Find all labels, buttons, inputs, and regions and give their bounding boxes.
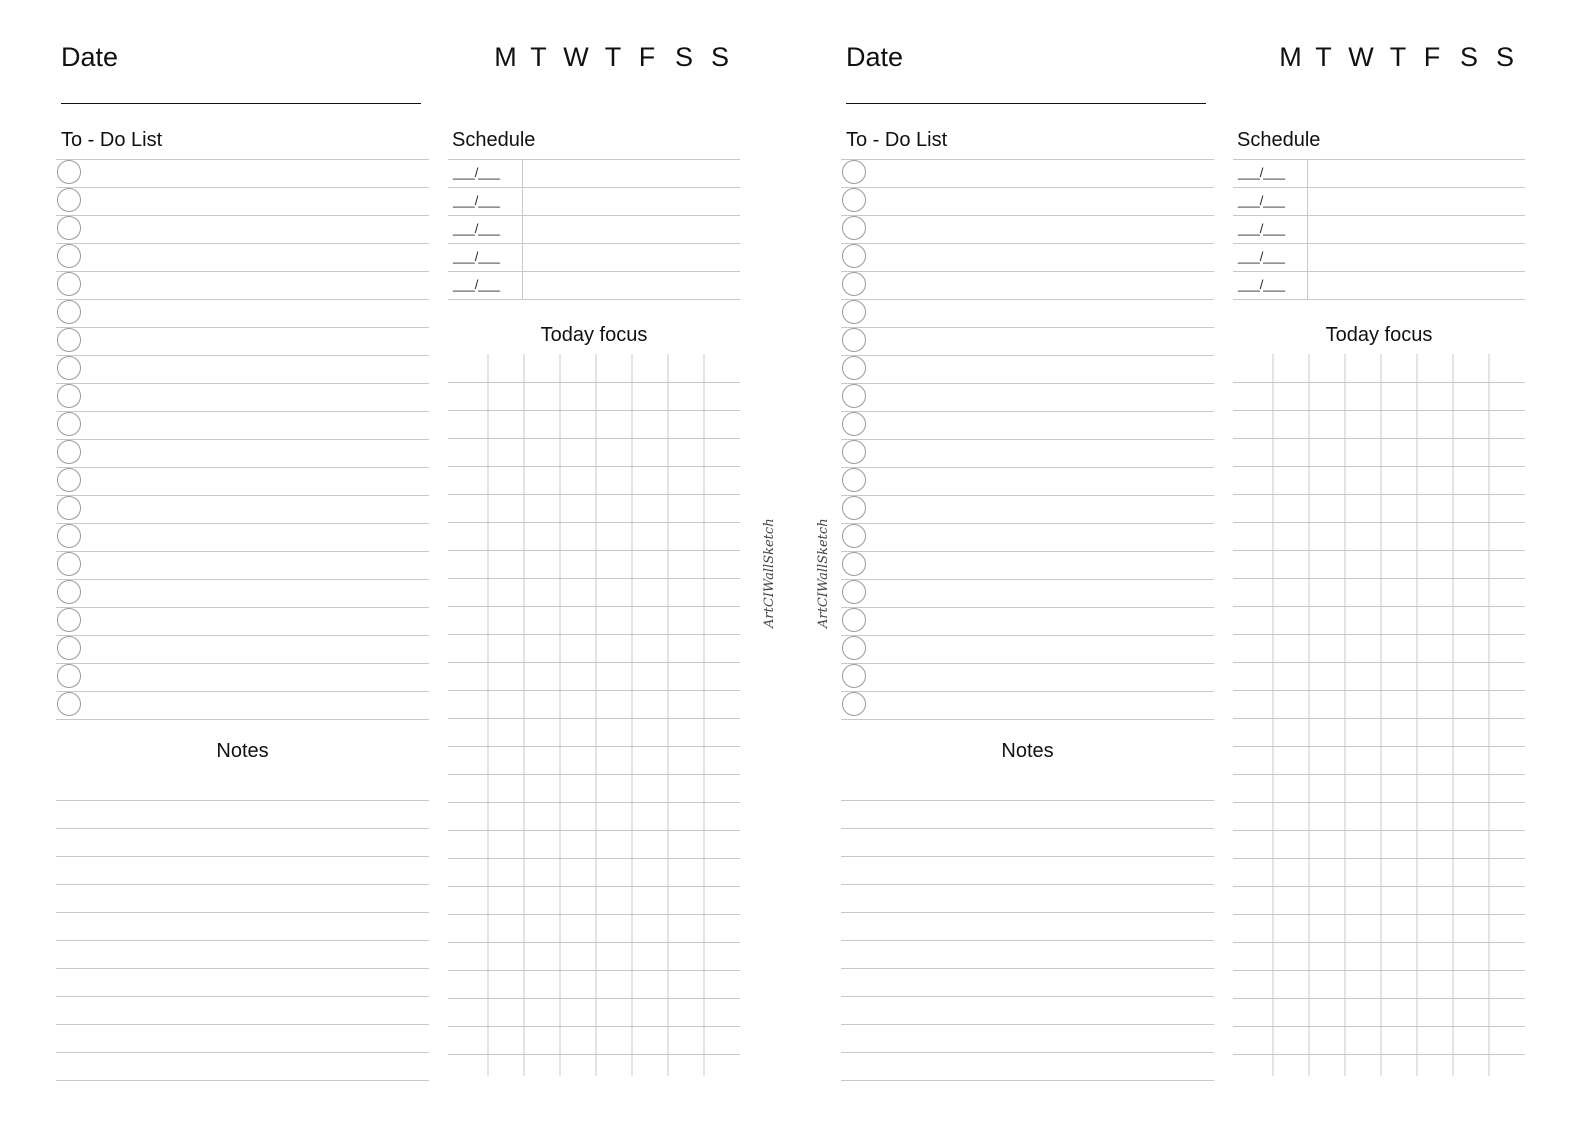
todo-checkbox[interactable] [842, 524, 866, 548]
todo-list-title: To - Do List [61, 129, 163, 151]
todo-row[interactable] [56, 523, 429, 552]
todo-checkbox[interactable] [842, 608, 866, 632]
todo-row[interactable] [56, 271, 429, 300]
today-focus-title: Today focus [540, 324, 648, 346]
weekday-mon[interactable]: M [494, 42, 517, 72]
schedule-row[interactable] [1233, 243, 1525, 272]
todo-row[interactable] [56, 383, 429, 412]
notes-line[interactable] [56, 772, 429, 801]
weekday-thu[interactable]: T [604, 42, 622, 72]
todo-checkbox[interactable] [57, 496, 81, 520]
notes-line[interactable] [56, 912, 429, 941]
todo-checkbox[interactable] [57, 160, 81, 184]
todo-row[interactable] [56, 663, 429, 692]
todo-row[interactable] [56, 495, 429, 524]
schedule-entry[interactable] [1307, 215, 1525, 243]
schedule-row[interactable] [448, 243, 740, 272]
todo-row[interactable] [841, 551, 1214, 580]
schedule-row[interactable] [448, 159, 740, 188]
todo-checkbox[interactable] [57, 608, 81, 632]
weekday-sun[interactable]: S [1495, 42, 1514, 72]
weekday-mon[interactable]: M [1279, 42, 1302, 72]
todo-checkbox[interactable] [842, 160, 866, 184]
notes-line[interactable] [56, 1052, 429, 1081]
notes-line[interactable] [841, 884, 1214, 913]
todo-row[interactable] [841, 635, 1214, 664]
todo-checkbox[interactable] [57, 272, 81, 296]
todo-checkbox[interactable] [842, 384, 866, 408]
notes-line[interactable] [56, 1024, 429, 1053]
schedule-entry[interactable] [522, 271, 740, 299]
todo-checkbox[interactable] [57, 692, 81, 716]
todo-row[interactable] [56, 467, 429, 496]
todo-row[interactable] [56, 439, 429, 468]
weekday-thu[interactable]: T [1389, 42, 1407, 72]
weekday-tue[interactable]: T [530, 42, 547, 72]
schedule-row[interactable] [1233, 271, 1525, 300]
notes-line[interactable] [841, 940, 1214, 969]
schedule-row[interactable] [448, 271, 740, 300]
todo-checkbox[interactable] [57, 412, 81, 436]
todo-checkbox[interactable] [57, 524, 81, 548]
focus-grid-lines [448, 354, 740, 1076]
weekday-wed[interactable]: W [1348, 42, 1374, 72]
schedule-entry[interactable] [1307, 187, 1525, 215]
todo-row[interactable] [841, 355, 1214, 384]
todo-row[interactable] [841, 383, 1214, 412]
notes-line[interactable] [56, 996, 429, 1025]
schedule-entry[interactable] [522, 243, 740, 271]
todo-checkbox[interactable] [842, 636, 866, 660]
todo-row[interactable] [56, 411, 429, 440]
notes-line[interactable] [841, 828, 1214, 857]
weekday-sat[interactable]: S [1459, 42, 1478, 72]
todo-row[interactable] [841, 299, 1214, 328]
todo-checkbox[interactable] [842, 356, 866, 380]
planner-page-right [785, 0, 1579, 1123]
todo-row[interactable] [56, 215, 429, 244]
todo-checkbox[interactable] [842, 440, 866, 464]
today-focus-title: Today focus [1325, 324, 1433, 346]
notes-line[interactable] [56, 828, 429, 857]
todo-row[interactable] [841, 327, 1214, 356]
notes-line[interactable] [841, 772, 1214, 801]
schedule-time-slot: ___/___ [1238, 165, 1285, 180]
todo-row[interactable] [841, 159, 1214, 188]
todo-row[interactable] [841, 243, 1214, 272]
weekday-sun[interactable]: S [710, 42, 729, 72]
notes-line[interactable] [56, 800, 429, 829]
schedule-row[interactable] [1233, 159, 1525, 188]
todo-checkbox[interactable] [57, 244, 81, 268]
todo-checkbox[interactable] [842, 552, 866, 576]
date-input-line[interactable] [61, 103, 421, 104]
notes-line[interactable] [841, 1024, 1214, 1053]
date-label: Date [61, 42, 119, 72]
todo-row[interactable] [56, 579, 429, 608]
todo-checkbox[interactable] [842, 664, 866, 688]
todo-checkbox[interactable] [57, 580, 81, 604]
todo-row[interactable] [56, 243, 429, 272]
todo-row[interactable] [841, 411, 1214, 440]
schedule-title: Schedule [452, 129, 536, 151]
todo-checkbox[interactable] [57, 356, 81, 380]
schedule-time-slot: ___/___ [1238, 221, 1285, 236]
todo-row[interactable] [56, 551, 429, 580]
todo-checkbox[interactable] [842, 300, 866, 324]
todo-row[interactable] [56, 327, 429, 356]
weekday-selector [489, 42, 737, 73]
weekday-fri[interactable]: F [638, 42, 656, 72]
weekday-fri[interactable]: F [1423, 42, 1441, 72]
schedule-title: Schedule [1237, 129, 1321, 151]
todo-checkbox[interactable] [57, 216, 81, 240]
schedule-row[interactable] [1233, 187, 1525, 216]
todo-row[interactable] [841, 523, 1214, 552]
todo-row[interactable] [841, 271, 1214, 300]
schedule-time-slot: ___/___ [1238, 249, 1285, 264]
schedule-time-slot: ___/___ [453, 165, 500, 180]
schedule-time-slot: ___/___ [453, 193, 500, 208]
notes-line[interactable] [841, 996, 1214, 1025]
schedule-row[interactable] [448, 187, 740, 216]
schedule-row[interactable] [1233, 215, 1525, 244]
todo-checkbox[interactable] [842, 216, 866, 240]
notes-line[interactable] [841, 856, 1214, 885]
todo-row[interactable] [841, 215, 1214, 244]
today-focus-grid[interactable] [1233, 354, 1525, 1076]
notes-line[interactable] [841, 1052, 1214, 1081]
schedule-time-slot: ___/___ [453, 277, 500, 292]
schedule-time-slot: ___/___ [453, 249, 500, 264]
todo-checkbox[interactable] [57, 188, 81, 212]
watermark-text: ArtCIWallSketch [816, 518, 831, 628]
todo-checkbox[interactable] [57, 300, 81, 324]
todo-row[interactable] [56, 299, 429, 328]
todo-checkbox[interactable] [842, 496, 866, 520]
todo-checkbox[interactable] [57, 440, 81, 464]
weekday-tue[interactable]: T [1315, 42, 1332, 72]
notes-line[interactable] [841, 912, 1214, 941]
notes-line[interactable] [56, 856, 429, 885]
schedule-entry[interactable] [522, 215, 740, 243]
todo-row[interactable] [841, 467, 1214, 496]
notes-title: Notes [216, 740, 269, 762]
watermark-text: ArtCIWallSketch [762, 518, 777, 628]
todo-row[interactable] [56, 635, 429, 664]
focus-grid-lines [1233, 354, 1525, 1076]
date-input-line[interactable] [846, 103, 1206, 104]
todo-list-title: To - Do List [846, 129, 948, 151]
notes-line[interactable] [841, 800, 1214, 829]
schedule-entry[interactable] [1307, 159, 1525, 187]
schedule-entry[interactable] [522, 187, 740, 215]
today-focus-grid[interactable] [448, 354, 740, 1076]
todo-checkbox[interactable] [842, 328, 866, 352]
weekday-sat[interactable]: S [674, 42, 693, 72]
todo-row[interactable] [841, 663, 1214, 692]
todo-row[interactable] [841, 495, 1214, 524]
weekday-selector [1274, 42, 1522, 73]
notes-title: Notes [1001, 740, 1054, 762]
weekday-wed[interactable]: W [563, 42, 589, 72]
todo-row[interactable] [841, 579, 1214, 608]
todo-checkbox[interactable] [57, 552, 81, 576]
todo-row[interactable] [56, 355, 429, 384]
todo-checkbox[interactable] [57, 636, 81, 660]
schedule-time-slot: ___/___ [453, 221, 500, 236]
todo-checkbox[interactable] [842, 188, 866, 212]
schedule-time-slot: ___/___ [1238, 277, 1285, 292]
todo-checkbox[interactable] [842, 692, 866, 716]
schedule-time-slot: ___/___ [1238, 193, 1285, 208]
notes-line[interactable] [56, 884, 429, 913]
schedule-row[interactable] [448, 215, 740, 244]
todo-checkbox[interactable] [842, 412, 866, 436]
todo-row[interactable] [56, 187, 429, 216]
todo-row[interactable] [841, 607, 1214, 636]
notes-line[interactable] [56, 940, 429, 969]
schedule-entry[interactable] [1307, 243, 1525, 271]
schedule-entry[interactable] [522, 159, 740, 187]
todo-checkbox[interactable] [842, 580, 866, 604]
schedule-entry[interactable] [1307, 271, 1525, 299]
todo-row[interactable] [56, 159, 429, 188]
todo-checkbox[interactable] [842, 272, 866, 296]
todo-row[interactable] [56, 607, 429, 636]
todo-row[interactable] [56, 691, 429, 720]
notes-line[interactable] [841, 968, 1214, 997]
watermark-signature [758, 508, 788, 628]
todo-checkbox[interactable] [842, 244, 866, 268]
todo-checkbox[interactable] [842, 468, 866, 492]
todo-checkbox[interactable] [57, 664, 81, 688]
watermark-signature [812, 508, 842, 628]
todo-row[interactable] [841, 187, 1214, 216]
notes-line[interactable] [56, 968, 429, 997]
todo-row[interactable] [841, 691, 1214, 720]
todo-checkbox[interactable] [57, 384, 81, 408]
todo-checkbox[interactable] [57, 468, 81, 492]
todo-row[interactable] [841, 439, 1214, 468]
todo-checkbox[interactable] [57, 328, 81, 352]
date-label: Date [846, 42, 904, 72]
